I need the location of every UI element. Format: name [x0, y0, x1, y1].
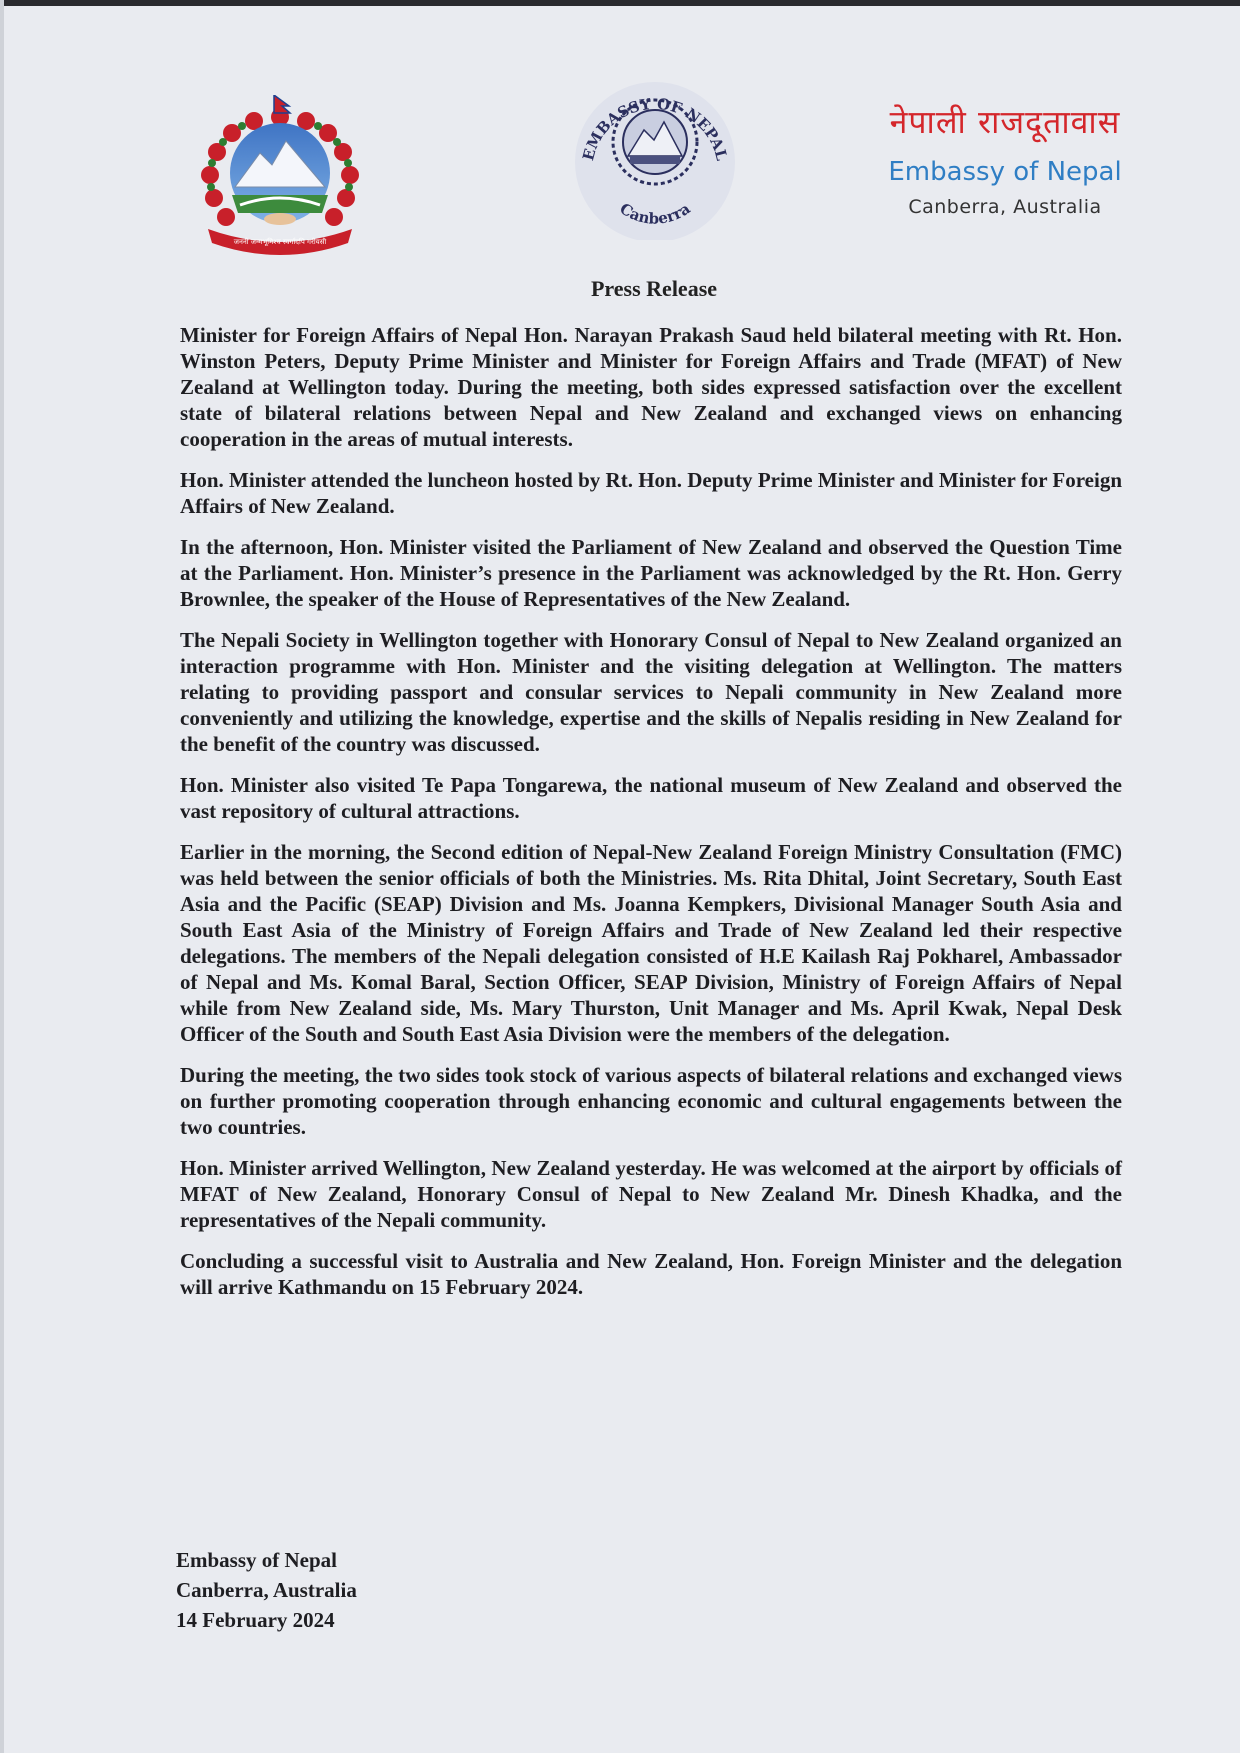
scan-left-edge [0, 0, 4, 1753]
emblem-motto: जननी जन्मभूमिश्च स्वर्गादपि गरीयसी [233, 238, 327, 246]
signature-org: Embassy of Nepal [176, 1548, 338, 1572]
seal-text-top: EMBASSY OF NEPAL [579, 94, 731, 163]
paragraph: Hon. Minister attended the luncheon hosted by Rt. Hon. Deputy Prime Minister and Minister for Foreign Affairs of New Zealand. [180, 468, 1122, 518]
paragraph: Hon. Minister also visited Te Papa Tongarewa, the national museum of New Zealand and observed the vast repository of cultural attractions. [180, 773, 1122, 823]
paragraph: During the meeting, the two sides took stock of various aspects of bilateral relations and exchanged views on further promoting cooperation through enhancing economic and cultural engagements between the two countries. [180, 1063, 1122, 1139]
letterhead [840, 100, 1170, 222]
letterhead-english-name: Embassy of Nepal [888, 157, 1122, 187]
paragraph: In the afternoon, Hon. Minister visited the Parliament of New Zealand and observed the Question Time at the Parliament. Hon. Minister’s presence in the Parliament was acknowledged by the Rt. Hon. Gerry Brownlee, the speaker of the House of Representatives of the New Zealand. [180, 535, 1122, 611]
paragraph: Hon. Minister arrived Wellington, New Zealand yesterday. He was welcomed at the airport by officials of MFAT of New Zealand, Honorary Consul of Nepal to New Zealand Mr. Dinesh Khadka, and the representatives of the Nepali community. [180, 1156, 1122, 1232]
nepal-emblem-icon [190, 95, 370, 255]
paragraph: Minister for Foreign Affairs of Nepal Hon. Narayan Prakash Saud held bilateral meeting with Rt. Hon. Winston Peters, Deputy Prime Minister and Minister for Foreign Affairs and Trade (MFAT) of New Zealand at Wellington today. During the meeting, both sides expressed satisfaction over the excellent state of bilateral relations between Nepal and New Zealand and exchanged views on enhancing cooperation in the areas of mutual interests. [180, 323, 1122, 451]
scan-top-edge [0, 0, 1240, 6]
seal-text-bottom: Canberra [616, 199, 694, 228]
letterhead-nepali-name: नेपाली राजदूतावास [889, 103, 1121, 141]
document-title: Press Release [590, 276, 718, 301]
letterhead-location: Canberra, Australia [908, 196, 1102, 218]
signature-block [176, 1545, 357, 1635]
document-body [180, 322, 1122, 1315]
signature-date: 14 February 2024 [176, 1608, 335, 1632]
paragraph: The Nepali Society in Wellington together with Honorary Consul of Nepal to New Zealand organized an interaction programme with Hon. Minister and the visiting delegation at Wellington. The matters relating to providing passport and consular services to Nepali community in New Zealand more conveniently and utilizing the knowledge, expertise and the skills of Nepalis residing in New Zealand for the benefit of the country was discussed. [180, 628, 1122, 756]
signature-location: Canberra, Australia [176, 1578, 357, 1602]
paragraph: Concluding a successful visit to Australia and New Zealand, Hon. Foreign Minister and the delegation will arrive Kathmandu on 15 February 2024. [180, 1249, 1122, 1299]
paragraph: Earlier in the morning, the Second edition of Nepal-New Zealand Foreign Ministry Consultation (FMC) was held between the senior officials of both the Ministries. Ms. Rita Dhital, Joint Secretary, South East Asia and the Pacific (SEAP) Division and Ms. Joanna Kempkers, Divisional Manager South Asia and South East Asia of the Ministry of Foreign Affairs and Trade of New Zealand led their respective delegations. The members of the Nepali delegation consisted of H.E Kailash Raj Pokharel, Ambassador of Nepal and Ms. Komal Baral, Section Officer, SEAP Division, Ministry of Foreign Affairs of Nepal while from New Zealand side, Ms. Mary Thurston, Unit Manager and Ms. April Kwak, Nepal Desk Officer of the South and South East Asia Division were the members of the delegation. [180, 840, 1122, 1046]
embassy-seal-icon [570, 80, 740, 240]
